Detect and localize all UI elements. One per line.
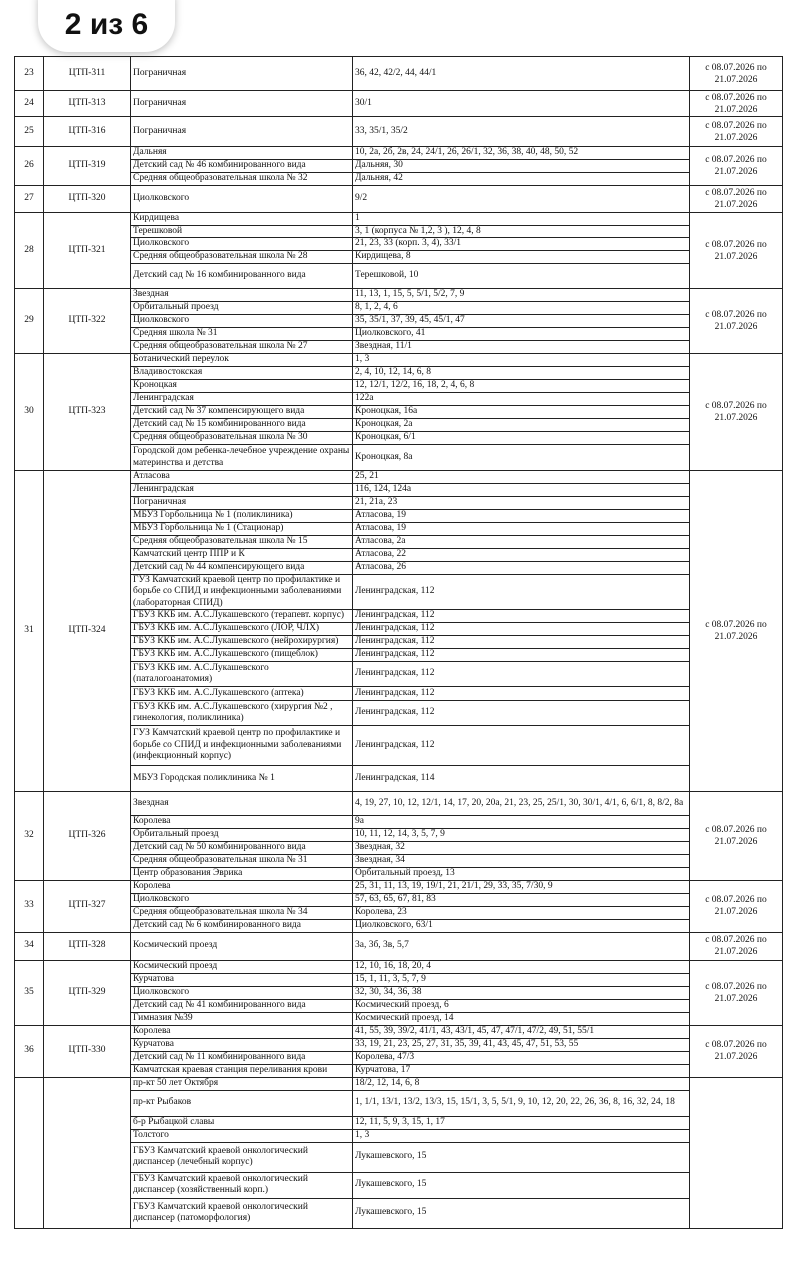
table-row	[15, 932, 783, 960]
house-numbers: Королева, 23	[353, 906, 690, 919]
shutdown-period: с 08.07.2026 по 21.07.2026	[690, 960, 783, 1025]
row-number: 23	[15, 57, 44, 91]
address-name: Детский сад № 41 комбинированного вида	[131, 999, 353, 1012]
address-name: б-р Рыбацкой славы	[131, 1116, 353, 1129]
table-row	[15, 1038, 783, 1051]
house-numbers: Кроноцкая, 8а	[353, 445, 690, 471]
table-row	[15, 173, 783, 186]
table-row	[15, 1142, 783, 1172]
table-row	[15, 147, 783, 160]
house-numbers: 9/2	[353, 186, 690, 213]
row-number: 30	[15, 354, 44, 471]
house-numbers: Кроноцкая, 6/1	[353, 432, 690, 445]
table-row	[15, 1051, 783, 1064]
table-row	[15, 1064, 783, 1077]
substation-code	[44, 1077, 131, 1228]
address-name: Курчатова	[131, 973, 353, 986]
table-row	[15, 919, 783, 932]
address-name: Детский сад № 50 комбинированного вида	[131, 842, 353, 855]
table-row	[15, 701, 783, 726]
house-numbers: 25, 31, 11, 13, 19, 19/1, 21, 21/1, 29, 33, 35, 7/30, 9	[353, 880, 690, 893]
substation-code: ЦТП-311	[44, 57, 131, 91]
address-name: ГБУЗ ККБ им. А.С.Лукашевского (паталогоанатомия)	[131, 662, 353, 687]
shutdown-period: с 08.07.2026 по 21.07.2026	[690, 354, 783, 471]
house-numbers: Ленинградская, 112	[353, 662, 690, 687]
house-numbers: 10, 2а, 2б, 2в, 24, 24/1, 26, 26/1, 32, 36, 38, 40, 48, 50, 52	[353, 147, 690, 160]
house-numbers: Кроноцкая, 2а	[353, 419, 690, 432]
address-name: МБУЗ Горбольница № 1 (Стационар)	[131, 523, 353, 536]
address-name: Космический проезд	[131, 932, 353, 960]
address-name: Циолковского	[131, 893, 353, 906]
table-row	[15, 91, 783, 117]
row-number: 27	[15, 186, 44, 213]
table-row	[15, 225, 783, 238]
address-name: Средняя школа № 31	[131, 328, 353, 341]
address-name: Пограничная	[131, 117, 353, 147]
row-number: 31	[15, 471, 44, 792]
address-name: ГБУЗ Камчатский краевой онкологический диспансер (хозяйственный корп.)	[131, 1172, 353, 1198]
table-row	[15, 960, 783, 973]
row-number: 34	[15, 932, 44, 960]
house-numbers: 3а, 3б, 3в, 5,7	[353, 932, 690, 960]
house-numbers: 33, 19, 21, 23, 25, 27, 31, 35, 39, 41, 43, 45, 47, 51, 53, 55	[353, 1038, 690, 1051]
table-row	[15, 117, 783, 147]
address-name: Звездная	[131, 792, 353, 816]
address-name: Центр образования Эврика	[131, 868, 353, 881]
house-numbers: 12, 11, 5, 9, 3, 15, 1, 17	[353, 1116, 690, 1129]
table-row	[15, 251, 783, 264]
house-numbers: 10, 11, 12, 14, 3, 5, 7, 9	[353, 829, 690, 842]
house-numbers: Атласова, 2а	[353, 536, 690, 549]
shutdown-period: с 08.07.2026 по 21.07.2026	[690, 213, 783, 289]
row-number	[15, 1077, 44, 1228]
table-row	[15, 829, 783, 842]
address-name: Циолковского	[131, 986, 353, 999]
shutdown-period: с 08.07.2026 по 21.07.2026	[690, 147, 783, 186]
shutdown-period: с 08.07.2026 по 21.07.2026	[690, 1025, 783, 1077]
address-name: Средняя общеобразовательная школа № 30	[131, 432, 353, 445]
address-name: Детский сад № 6 комбинированного вида	[131, 919, 353, 932]
address-name: Пограничная	[131, 497, 353, 510]
house-numbers: 12, 12/1, 12/2, 16, 18, 2, 4, 6, 8	[353, 380, 690, 393]
address-name: ГБУЗ ККБ им. А.С.Лукашевского (ЛОР, ЧЛХ)	[131, 623, 353, 636]
substation-code: ЦТП-316	[44, 117, 131, 147]
house-numbers: Ленинградская, 114	[353, 766, 690, 792]
table-row	[15, 1116, 783, 1129]
address-name: Космический проезд	[131, 960, 353, 973]
house-numbers: 41, 55, 39, 39/2, 41/1, 43, 43/1, 45, 47, 47/1, 47/2, 49, 51, 55/1	[353, 1025, 690, 1038]
house-numbers: 25, 21	[353, 471, 690, 484]
house-numbers: Ленинградская, 112	[353, 623, 690, 636]
table-row	[15, 792, 783, 816]
table-row	[15, 289, 783, 302]
table-row	[15, 380, 783, 393]
table-row	[15, 238, 783, 251]
house-numbers: Атласова, 19	[353, 510, 690, 523]
address-name: Циолковского	[131, 238, 353, 251]
shutdown-period: с 08.07.2026 по 21.07.2026	[690, 289, 783, 354]
house-numbers: Курчатова, 17	[353, 1064, 690, 1077]
table-row	[15, 406, 783, 419]
shutdown-period: с 08.07.2026 по 21.07.2026	[690, 57, 783, 91]
address-name: Средняя общеобразовательная школа № 32	[131, 173, 353, 186]
address-name: Средняя общеобразовательная школа № 34	[131, 906, 353, 919]
address-name: Кроноцкая	[131, 380, 353, 393]
table-row	[15, 341, 783, 354]
house-numbers: Циолковского, 41	[353, 328, 690, 341]
shutdown-schedule-table	[14, 56, 783, 1229]
address-name: МБУЗ Городская поликлиника № 1	[131, 766, 353, 792]
row-number: 32	[15, 792, 44, 881]
house-numbers: Лукашевского, 15	[353, 1172, 690, 1198]
table-row	[15, 1129, 783, 1142]
table-row	[15, 574, 783, 610]
table-row	[15, 354, 783, 367]
house-numbers: 21, 23, 33 (корп. 3, 4), 33/1	[353, 238, 690, 251]
house-numbers: 30/1	[353, 91, 690, 117]
table-row	[15, 549, 783, 562]
house-numbers: Лукашевского, 15	[353, 1142, 690, 1172]
house-numbers: Ленинградская, 112	[353, 687, 690, 701]
address-name: ГБУЗ ККБ им. А.С.Лукашевского (аптека)	[131, 687, 353, 701]
table-row	[15, 160, 783, 173]
address-name: пр-кт Рыбаков	[131, 1090, 353, 1116]
table-row	[15, 1077, 783, 1090]
table-row	[15, 315, 783, 328]
house-numbers: Ленинградская, 112	[353, 701, 690, 726]
substation-code: ЦТП-328	[44, 932, 131, 960]
table-row	[15, 986, 783, 999]
substation-code: ЦТП-319	[44, 147, 131, 186]
table-row	[15, 893, 783, 906]
shutdown-period: с 08.07.2026 по 21.07.2026	[690, 471, 783, 792]
house-numbers: Орбитальный проезд, 13	[353, 868, 690, 881]
table-row	[15, 816, 783, 829]
shutdown-period: с 08.07.2026 по 21.07.2026	[690, 91, 783, 117]
address-name: Атласова	[131, 471, 353, 484]
house-numbers: Ленинградская, 112	[353, 649, 690, 662]
substation-code: ЦТП-327	[44, 880, 131, 932]
table-row	[15, 1090, 783, 1116]
address-name: Кирдищева	[131, 213, 353, 226]
house-numbers: 21, 21а, 23	[353, 497, 690, 510]
house-numbers: Королева, 47/3	[353, 1051, 690, 1064]
house-numbers: Космический проезд, 14	[353, 1012, 690, 1025]
table-row	[15, 1172, 783, 1198]
table-row	[15, 649, 783, 662]
house-numbers: 1	[353, 213, 690, 226]
address-name: Толстого	[131, 1129, 353, 1142]
address-name: Орбитальный проезд	[131, 302, 353, 315]
address-name: Циолковского	[131, 315, 353, 328]
house-numbers: Звездная, 34	[353, 855, 690, 868]
table-row	[15, 1025, 783, 1038]
substation-code: ЦТП-322	[44, 289, 131, 354]
table-row	[15, 328, 783, 341]
address-name: Камчатская краевая станция переливания крови	[131, 1064, 353, 1077]
house-numbers: 4, 19, 27, 10, 12, 12/1, 14, 17, 20, 20а, 21, 23, 25, 25/1, 30, 30/1, 4/1, 6, 6/1, 8, 8/2, 8а	[353, 792, 690, 816]
substation-code: ЦТП-324	[44, 471, 131, 792]
house-numbers: 9а	[353, 816, 690, 829]
house-numbers: Циолковского, 63/1	[353, 919, 690, 932]
house-numbers: Ленинградская, 112	[353, 574, 690, 610]
house-numbers: Звездная, 32	[353, 842, 690, 855]
address-name: Детский сад № 37 компенсирующего вида	[131, 406, 353, 419]
address-name: Курчатова	[131, 1038, 353, 1051]
address-name: Королева	[131, 880, 353, 893]
address-name: Ботанический переулок	[131, 354, 353, 367]
address-name: Пограничная	[131, 91, 353, 117]
row-number: 28	[15, 213, 44, 289]
house-numbers: 18/2, 12, 14, 6, 8	[353, 1077, 690, 1090]
table-row	[15, 445, 783, 471]
table-row	[15, 662, 783, 687]
substation-code: ЦТП-321	[44, 213, 131, 289]
table-row	[15, 523, 783, 536]
address-name: Детский сад № 15 комбинированного вида	[131, 419, 353, 432]
address-name: Камчатский центр ППР и К	[131, 549, 353, 562]
table-row	[15, 497, 783, 510]
page-counter-badge: 2 из 6	[38, 0, 175, 52]
table-row	[15, 419, 783, 432]
shutdown-period: с 08.07.2026 по 21.07.2026	[690, 880, 783, 932]
address-name: ГБУЗ ККБ им. А.С.Лукашевского (пищеблок)	[131, 649, 353, 662]
house-numbers: 32, 30, 34, 36, 38	[353, 986, 690, 999]
table-row	[15, 186, 783, 213]
table-row	[15, 999, 783, 1012]
address-name: Средняя общеобразовательная школа № 27	[131, 341, 353, 354]
table-row	[15, 855, 783, 868]
table-row	[15, 510, 783, 523]
house-numbers: Ленинградская, 112	[353, 610, 690, 623]
shutdown-period: с 08.07.2026 по 21.07.2026	[690, 117, 783, 147]
substation-code: ЦТП-326	[44, 792, 131, 881]
schedule-sheet	[14, 56, 782, 1223]
shutdown-period: с 08.07.2026 по 21.07.2026	[690, 932, 783, 960]
table-row	[15, 562, 783, 575]
house-numbers: 3, 1 (корпуса № 1,2, 3 ), 12, 4, 8	[353, 225, 690, 238]
address-name: Владивостокская	[131, 367, 353, 380]
house-numbers: Звездная, 11/1	[353, 341, 690, 354]
table-row	[15, 213, 783, 226]
table-row	[15, 726, 783, 766]
shutdown-period: с 08.07.2026 по 21.07.2026	[690, 792, 783, 881]
row-number: 25	[15, 117, 44, 147]
table-row	[15, 471, 783, 484]
house-numbers: 11, 13, 1, 15, 5, 5/1, 5/2, 7, 9	[353, 289, 690, 302]
house-numbers: 36, 42, 42/2, 44, 44/1	[353, 57, 690, 91]
address-name: Детский сад № 46 комбинированного вида	[131, 160, 353, 173]
substation-code: ЦТП-329	[44, 960, 131, 1025]
address-name: Средняя общеобразовательная школа № 31	[131, 855, 353, 868]
address-name: Дальняя	[131, 147, 353, 160]
address-name: ГБУЗ Камчатский краевой онкологический диспансер (лечебный корпус)	[131, 1142, 353, 1172]
table-row	[15, 766, 783, 792]
house-numbers: Дальняя, 42	[353, 173, 690, 186]
address-name: Циолковского	[131, 186, 353, 213]
house-numbers: 57, 63, 65, 67, 81, 83	[353, 893, 690, 906]
address-name: Детский сад № 11 комбинированного вида	[131, 1051, 353, 1064]
table-row	[15, 906, 783, 919]
table-row	[15, 610, 783, 623]
substation-code: ЦТП-320	[44, 186, 131, 213]
table-row	[15, 1012, 783, 1025]
table-row	[15, 880, 783, 893]
house-numbers: 35, 35/1, 37, 39, 45, 45/1, 47	[353, 315, 690, 328]
table-row	[15, 536, 783, 549]
house-numbers: Ленинградская, 112	[353, 726, 690, 766]
table-row	[15, 842, 783, 855]
house-numbers: 116, 124, 124а	[353, 484, 690, 497]
table-row	[15, 484, 783, 497]
table-row	[15, 57, 783, 91]
house-numbers: Атласова, 19	[353, 523, 690, 536]
row-number: 36	[15, 1025, 44, 1077]
row-number: 29	[15, 289, 44, 354]
address-name: Пограничная	[131, 57, 353, 91]
table-row	[15, 302, 783, 315]
house-numbers: 1, 1/1, 13/1, 13/2, 13/3, 15, 15/1, 3, 5, 5/1, 9, 10, 12, 20, 22, 26, 36, 8, 16, 32, 24, 18	[353, 1090, 690, 1116]
row-number: 26	[15, 147, 44, 186]
house-numbers: 33, 35/1, 35/2	[353, 117, 690, 147]
house-numbers: 15, 1, 11, 3, 5, 7, 9	[353, 973, 690, 986]
table-row	[15, 868, 783, 881]
address-name: Звездная	[131, 289, 353, 302]
house-numbers: Атласова, 22	[353, 549, 690, 562]
address-name: Королева	[131, 816, 353, 829]
address-name: Терешковой	[131, 225, 353, 238]
house-numbers: 1, 3	[353, 354, 690, 367]
house-numbers: Ленинградская, 112	[353, 636, 690, 649]
house-numbers: 8, 1, 2, 4, 6	[353, 302, 690, 315]
address-name: Ленинградская	[131, 484, 353, 497]
shutdown-period	[690, 1077, 783, 1228]
house-numbers: Космический проезд, 6	[353, 999, 690, 1012]
address-name: Ленинградская	[131, 393, 353, 406]
address-name: Городской дом ребенка-лечебное учреждение охраны материнства и детства	[131, 445, 353, 471]
address-name: ГУЗ Камчатский краевой центр по профилактике и борьбе со СПИД и инфекционными заболеваниями (инфекционный корпус)	[131, 726, 353, 766]
house-numbers: Кроноцкая, 16а	[353, 406, 690, 419]
house-numbers: Терешковой, 10	[353, 264, 690, 289]
substation-code: ЦТП-323	[44, 354, 131, 471]
address-name: Средняя общеобразовательная школа № 28	[131, 251, 353, 264]
substation-code: ЦТП-330	[44, 1025, 131, 1077]
table-row	[15, 636, 783, 649]
address-name: ГБУЗ ККБ им. А.С.Лукашевского (нейрохирургия)	[131, 636, 353, 649]
house-numbers: 12, 10, 16, 18, 20, 4	[353, 960, 690, 973]
address-name: Гимназия №39	[131, 1012, 353, 1025]
row-number: 35	[15, 960, 44, 1025]
house-numbers: Дальняя, 30	[353, 160, 690, 173]
house-numbers: 1, 3	[353, 1129, 690, 1142]
substation-code: ЦТП-313	[44, 91, 131, 117]
row-number: 24	[15, 91, 44, 117]
address-name: ГБУЗ Камчатский краевой онкологический диспансер (патоморфология)	[131, 1198, 353, 1228]
table-row	[15, 393, 783, 406]
house-numbers: Лукашевского, 15	[353, 1198, 690, 1228]
address-name: ГУЗ Камчатский краевой центр по профилактике и борьбе со СПИД и инфекционными заболеваниями (лабораторная СПИД)	[131, 574, 353, 610]
address-name: ГБУЗ ККБ им. А.С.Лукашевского (терапевт. корпус)	[131, 610, 353, 623]
house-numbers: 122а	[353, 393, 690, 406]
address-name: Детский сад № 16 комбинированного вида	[131, 264, 353, 289]
address-name: Детский сад № 44 компенсирующего вида	[131, 562, 353, 575]
table-row	[15, 1198, 783, 1228]
table-row	[15, 367, 783, 380]
address-name: Средняя общеобразовательная школа № 15	[131, 536, 353, 549]
table-row	[15, 687, 783, 701]
table-row	[15, 623, 783, 636]
address-name: МБУЗ Горбольница № 1 (поликлиника)	[131, 510, 353, 523]
house-numbers: Атласова, 26	[353, 562, 690, 575]
row-number: 33	[15, 880, 44, 932]
address-name: Королева	[131, 1025, 353, 1038]
table-row	[15, 264, 783, 289]
house-numbers: 2, 4, 10, 12, 14, 6, 8	[353, 367, 690, 380]
shutdown-period: с 08.07.2026 по 21.07.2026	[690, 186, 783, 213]
address-name: пр-кт 50 лет Октября	[131, 1077, 353, 1090]
address-name: ГБУЗ ККБ им. А.С.Лукашевского (хирургия №2 , гинекология, поликлиника)	[131, 701, 353, 726]
table-row	[15, 432, 783, 445]
house-numbers: Кирдищева, 8	[353, 251, 690, 264]
address-name: Орбитальный проезд	[131, 829, 353, 842]
table-row	[15, 973, 783, 986]
